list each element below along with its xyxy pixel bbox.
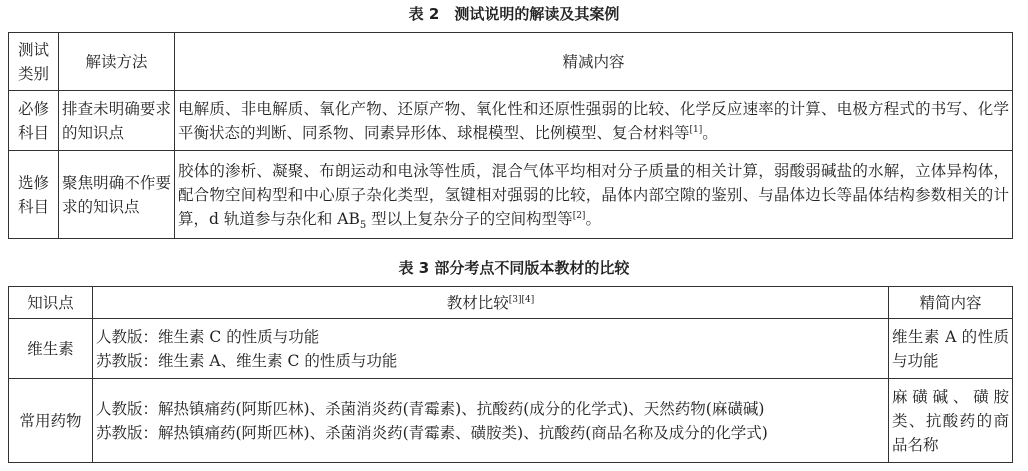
row-content-tail: 。 [702,123,718,142]
row-content-text: 胶体的渗析、凝聚、布朗运动和电泳等性质，混合气体平均相对分子质量的相关计算，弱酸弱碱盐的水解，立体异构体，配合物空间构型和中心原子杂化类型，氢键相对强弱的比较，晶体内部空隙的鉴别、与晶体边长等晶体结构参数相关的计算，d 轨道参与杂化和 AB [178,161,1009,228]
row-content-tail: 。 [585,209,601,228]
table-row [9,151,1013,239]
header-compare-text: 教材比较 [446,293,509,312]
row-content [175,91,1013,151]
header-method: 解读方法 [59,33,175,91]
citation-ref: [3][4] [508,294,535,305]
row-simplified-content: 麻磺碱、磺胺类、抗酸药的商品名称 [889,379,1013,463]
row-content-text: 电解质、非电解质、氧化产物、还原产物、氧化性和还原性强弱的比较、化学反应速率的计算、电极方程式的书写、化学平衡状态的判断、同系物、同素异形体、球棍模型、比例模型、复合材料等 [178,99,1009,142]
table2-header-row [9,33,1013,91]
citation-ref: [1] [689,124,703,135]
header-knowledge-point: 知识点 [9,287,93,319]
row-compare [93,319,889,379]
table2-caption: 表 2 测试说明的解读及其案例 [408,5,620,23]
header-simplified-content: 精简内容 [889,287,1013,319]
row-category: 选修 科目 [9,151,59,239]
table2 [8,32,1013,239]
row-category: 必修 科目 [9,91,59,151]
compare-line-sujiao: 苏教版：解热镇痛药(阿斯匹林)、杀菌消炎药(青霉素、磺胺类)、抗酸药(商品名称及成分的化学式) [96,423,768,442]
compare-line-renjiao: 人教版：解热镇痛药(阿斯匹林)、杀菌消炎药(青霉素)、抗酸药(成分的化学式)、天然药物(麻磺碱) [96,399,765,418]
header-reduced-content: 精减内容 [175,33,1013,91]
row-simplified-content: 维生素 A 的性质与功能 [889,319,1013,379]
citation-ref: [2] [572,210,586,221]
compare-line-renjiao: 人教版：维生素 C 的性质与功能 [96,327,320,346]
table3 [8,286,1013,463]
header-test-category: 测试 类别 [9,33,59,91]
row-content [175,151,1013,239]
table-row [9,379,1013,463]
row-knowledge-point: 常用药物 [9,379,93,463]
table-row [9,91,1013,151]
table-row [9,319,1013,379]
compare-line-sujiao: 苏教版：维生素 A、维生素 C 的性质与功能 [96,351,398,370]
table3-caption: 表 3 部分考点不同版本教材的比较 [398,259,630,277]
row-compare [93,379,889,463]
row-method: 聚焦明确不作要求的知识点 [59,151,175,239]
header-textbook-compare [93,287,889,319]
table3-header-row [9,287,1013,319]
row-knowledge-point: 维生素 [9,319,93,379]
formula-subscript: 5 [359,219,367,231]
row-method: 排查未明确要求的知识点 [59,91,175,151]
row-content-text-2: 型以上复杂分子的空间构型等 [366,209,573,228]
